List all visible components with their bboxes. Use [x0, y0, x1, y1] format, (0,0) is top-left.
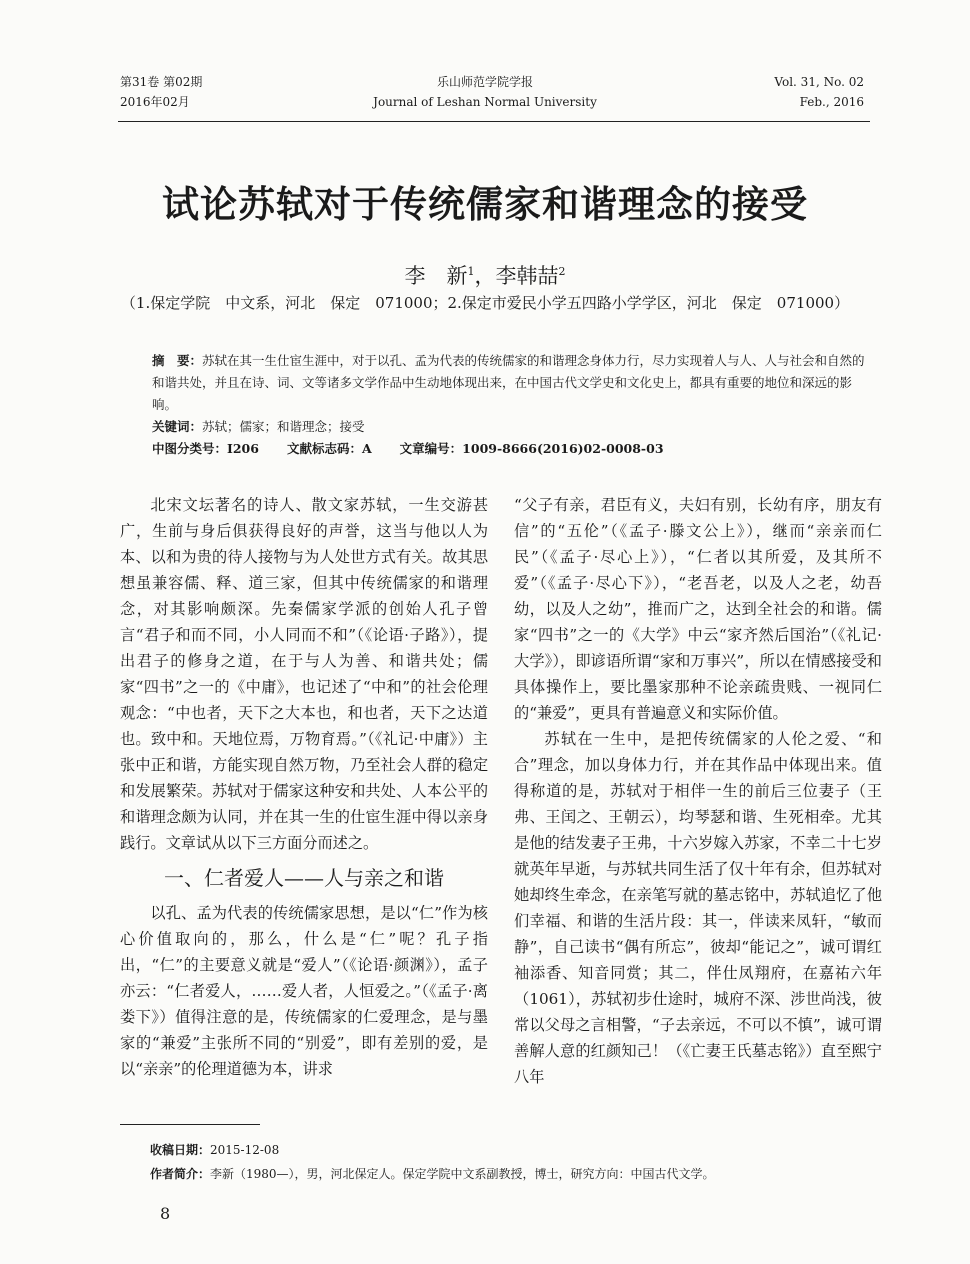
authors [0, 260, 970, 290]
volume-issue-en: Vol. 31, No. 02 [774, 75, 864, 89]
keywords [120, 416, 872, 438]
doc-code-value: A [361, 441, 372, 456]
clc [152, 441, 259, 456]
clc-value: I206 [227, 441, 259, 456]
footnote-rule [120, 1124, 260, 1125]
body-paragraph-2: 以孔、孟为代表的传统儒家思想，是以“仁”作为核心价值取向的，那么，什么是“仁”呢？孔子指出，“仁”的主要意义就是“爱人”（《论语·颜渊》），孟子亦云：“仁者爱人，……爱人者，人恒爱之。”（《孟子·离娄下》）值得注意的是，传统儒家的仁爱理念，是与墨家的“兼爱”主张所不同的“别爱”，即有差别的爱，是以“亲亲”的伦理道德为本，讲求 [120, 904, 488, 1078]
article-no [400, 441, 664, 456]
article-no-value: 1009-8666(2016)02-0008-03 [462, 441, 664, 456]
journal-name-en: Journal of Leshan Normal University [373, 95, 597, 109]
keywords-label: 关键词： [152, 419, 203, 434]
body-paragraph-1: 北宋文坛著名的诗人、散文家苏轼，一生交游甚广，生前与身后俱获得良好的声誉，这当与他以人为本、以和为贵的待人接物与为人处世方式有关。故其思想虽兼容儒、释、道三家，但其中传统儒家的和谐理念，对其影响颇深。先秦儒家学派的创始人孔子曾言“君子和而不同，小人同而不和”（《论语·子路》），提出君子的修身之道，在于与人为善、和谐共处；儒家“四书”之一的《中庸》，也记述了“中和”的社会伦理观念：“中也者，天下之大本也，和也者，天下之达道也。致中和。天地位焉，万物育焉。”（《礼记·中庸》）主张中正和谐，方能实现自然万物，乃至社会人群的稳定和发展繁荣。苏轼对于儒家这种安和共处、人本公平的和谐理念颇为认同，并在其一生的仕宦生涯中得以亲身践行。文章试从以下三方面分而述之。 [120, 496, 488, 852]
classification-line [120, 438, 872, 460]
body-paragraph-4: 苏轼在一生中，是把传统儒家的人伦之爱、“和合”理念，加以身体力行，并在其作品中体现出来。值得称道的是，苏轼对于相伴一生的前后三位妻子（王弗、王闰之、王朝云），均琴瑟和谐、生死相牵。尤其是他的结发妻子王弗，十六岁嫁入苏家，不幸二十七岁就英年早逝，与苏轼共同生活了仅十年有余，但苏轼对她却终生牵念，在亲笔写就的墓志铭中，苏轼追忆了他们幸福、和谐的生活片段：其一，伴读来凤轩，“敏而静”，自己读书“偶有所忘”，彼却“能记之”，诚可谓红袖添香、知音同赏；其二，伴仕凤翔府，在嘉祐六年（1061），苏轼初步仕途时，城府不深、涉世尚浅，彼常以父母之言相警，“子去亲远，不可以不慎”，诚可谓善解人意的红颜知己！（《亡妻王氏墓志铭》）直至熙宁八年 [514, 730, 882, 1086]
abstract-label: 摘 要： [152, 353, 203, 368]
author-1-affil: 1 [467, 265, 475, 278]
abstract-text: 苏轼在其一生仕宦生涯中，对于以孔、孟为代表的传统儒家的和谐理念身体力行，尽力实现着人与人、人与社会和自然的和谐共处，并且在诗、词、文等诸多文学作品中生动地体现出来，在中国古代文学史和文化史上，都具有重要的地位和深远的影响。 [152, 353, 865, 412]
author-2: 李韩喆 [495, 264, 559, 288]
abstract-block [120, 350, 872, 460]
abstract [120, 350, 872, 416]
volume-issue-cn: 第31卷 第02期 [120, 75, 203, 89]
body-column-left [120, 492, 488, 1082]
bio-label: 作者简介： [150, 1167, 211, 1181]
received-date [150, 1138, 715, 1162]
received-value: 2015-12-08 [210, 1143, 280, 1157]
author-separator: ， [474, 264, 496, 288]
article-no-label: 文章编号： [399, 441, 463, 456]
doc-code-label: 文献标志码： [286, 441, 362, 456]
footnote [150, 1138, 715, 1186]
received-label: 收稿日期： [150, 1143, 211, 1157]
page-number: 8 [160, 1204, 171, 1223]
clc-label: 中图分类号： [152, 441, 228, 456]
date-cn: 2016年02月 [120, 95, 190, 109]
date-en: Feb., 2016 [799, 95, 864, 109]
author-1: 李 新 [404, 264, 468, 288]
body-paragraph-3: “父子有亲，君臣有义，夫妇有别，长幼有序，朋友有信”的“五伦”（《孟子·滕文公上》），继而“亲亲而仁民”（《孟子·尽心上》），“仁者以其所爱，及其所不爱”（《孟子·尽心下》），“老吾老，以及人之老，幼吾幼，以及人之幼”，推而广之，达到全社会的和谐。儒家“四书”之一的《大学》中云“家齐然后国治”（《礼记·大学》），即谚语所谓“家和万事兴”，所以在情感接受和具体操作上，要比墨家那种不论亲疏贵贱、一视同仁的“兼爱”，更具有普遍意义和实际价值。 [514, 496, 882, 722]
author-2-affil: 2 [558, 265, 566, 278]
article-title: 试论苏轼对于传统儒家和谐理念的接受 [162, 182, 808, 226]
bio-text: 李新（1980—），男，河北保定人。保定学院中文系副教授，博士，研究方向：中国古代文学。 [210, 1167, 715, 1181]
doc-code [287, 441, 372, 456]
section-heading-1: 一、仁者爱人——人与亲之和谐 [164, 866, 444, 890]
affiliations: （1.保定学院 中文系，河北 保定 071000；2.保定市爱民小学五四路小学学区，河北 保定 071000） [120, 294, 850, 312]
keywords-text: 苏轼；儒家；和谐理念；接受 [202, 419, 365, 434]
journal-name-cn: 乐山师范学院学报 [436, 75, 533, 89]
header-rule [118, 121, 870, 122]
author-bio [150, 1162, 715, 1186]
body-column-right [514, 492, 882, 1090]
header-right [774, 72, 864, 112]
